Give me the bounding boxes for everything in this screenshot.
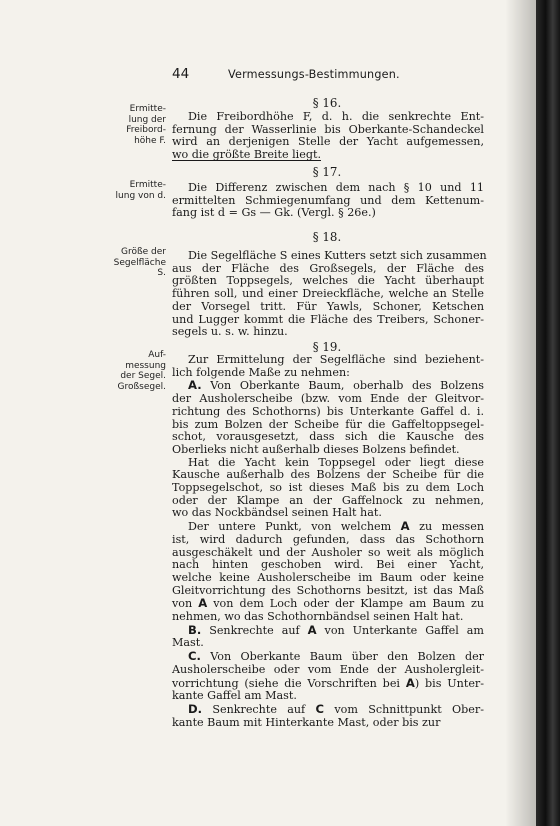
section-17-text: Die Differenz zwischen dem nach § 10 und 11 ermittelten Schmiegenumfang und dem Kettenum- fang ist d = Gs — Gk. (Vergl. § 26e.) [172,181,484,220]
measure-label-b: B. [188,622,202,637]
ref-letter-a: A [198,596,208,611]
section-number-17: § 17. [312,165,342,179]
underlined-phrase: wo die größte Breite liegt. [172,148,321,162]
section-19-text: Zur Ermittelung der Segelfläche sind beziehent- lich folgende Maße zu nehmen: A. Von Oberkante Baum, oberhalb des Bolzens der Ausholerscheibe (bzw. vom Ende der Gleitvor- richtung des Schothorns) bis Unterkante Gaffel d. i. bis zum Bolzen der Scheibe für die Gaffeltoppsegel- schot, vorausgesetzt, dass sich die Kausche des Oberlieks nicht außerhalb dieses Bolzens befindet. Hat die Yacht kein Toppsegel oder liegt diese Kausche außerhalb des Bolzens der Scheibe für die Toppsegelschot, so ist dieses Maß bis zu dem Loch oder der Klampe an der Gaffelnock zu nehmen, wo das Nockbändsel seinen Halt hat. Der untere Punkt, von welchem A zu messen ist, wird dadurch gefunden, dass das Schothorn ausgeschäkelt und der Ausholer so weit als möglich nach hinten geschoben wird. Bei einer Yacht, welche keine Ausholerscheibe im Baum oder keine Gleitvorrichtung des Schothorns besitzt, ist das Maß von A von dem Loch oder der Klampe am Baum zu nehmen, wo das Schothornbändsel seinen Halt hat. B. Senkrechte auf A von Unterkante Gaffel am Mast. C. Von Oberkante Baum über den Bolzen der Ausholerscheibe oder vom Ende der Ausholergleit- vorrichtung (siehe die Vorschriften bei A) bis Unter- kante Gaffel am Mast. D. Senkrechte auf C vom Schnittpunkt Ober- kante Baum mit Hinterkante Mast, oder bis zur [172,353,484,729]
section-number-19: § 19. [312,340,342,354]
book-spine [536,0,560,826]
margin-note-17: Ermitte- lung von d. [115,180,166,201]
measure-label-d: D. [188,701,203,716]
measure-label-a: A. [188,378,202,393]
running-title: Vermessungs-Bestimmungen. [228,68,400,81]
ref-letter-a: A [307,622,317,637]
measure-label-c: C. [188,649,201,664]
section-number-16: § 16. [312,96,342,110]
ref-letter-a: A [400,519,410,534]
section-number-18: § 18. [312,230,342,244]
margin-note-18: Größe der Segelfläche S. [113,247,166,278]
page-edge-shadow [505,0,536,826]
section-16-text: Die Freibordhöhe F, d. h. die senkrechte Ent- fernung der Wasserlinie bis Oberkante-Schandeckel wird an derjenigen Stelle der Yacht aufgemessen, wo die größte Breite liegt. [172,110,484,162]
margin-note-16: Ermitte- lung der Freibord- höhe F. [126,104,166,146]
margin-note-19: Auf- messung der Segel. Großsegel. [117,350,166,392]
ref-letter-a: A [405,675,415,690]
ref-letter-c: C [315,701,325,716]
section-18-text: Die Segelfläche S eines Kutters setzt sich zusammen aus der Fläche des Großsegels, der Fläche des größten Toppsegels, welches die Yacht überhaupt führen soll, und einer Dreieckfläche, welche an Stelle der Vorsegel tritt. Für Yawls, Schoner, Ketschen und Lugger kommt die Fläche des Treibers, Schoner- segels u. s. w. hinzu. [172,249,487,339]
page-number: 44 [172,66,190,82]
